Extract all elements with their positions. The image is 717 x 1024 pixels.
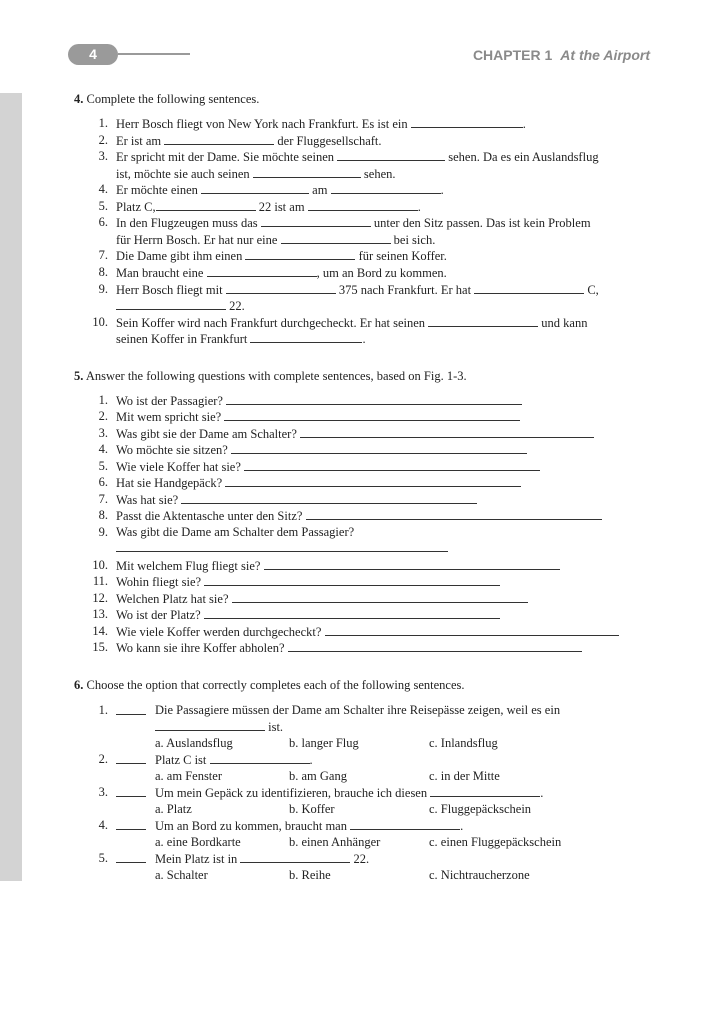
item-number: 12. [92, 591, 108, 605]
answer-blank[interactable] [207, 265, 317, 277]
answer-blank[interactable] [428, 315, 538, 327]
sentence-3-cont [116, 166, 396, 182]
question-text: Was hat sie? [116, 493, 179, 507]
answer-line[interactable] [224, 409, 520, 421]
item-number: 15. [92, 640, 108, 654]
option-c: c. Nichtraucherzone [429, 868, 530, 882]
item-number: 5. [98, 459, 108, 473]
item-number: 1. [98, 703, 108, 717]
sentence-text: seinen Koffer in Frankfurt [116, 332, 248, 346]
sentence-text: . [417, 200, 421, 214]
option-b: b. einen Anhänger [289, 835, 381, 849]
sentence-text: Er ist am [116, 134, 162, 148]
sentence-text: 22 ist am [258, 200, 305, 214]
question-11 [116, 574, 500, 590]
exercise-5-heading [74, 369, 467, 384]
option-b: b. langer Flug [289, 736, 359, 750]
question-1 [116, 393, 522, 409]
sentence-text: der Fluggesellschaft. [277, 134, 382, 148]
question-9-answer [116, 540, 448, 556]
question-4 [116, 442, 527, 458]
item-number: 7. [98, 492, 108, 506]
item-number: 14. [92, 624, 108, 638]
item-number: 2. [98, 752, 108, 766]
item-number: 3. [98, 426, 108, 440]
answer-slot[interactable] [116, 752, 146, 764]
item-number: 8. [98, 508, 108, 522]
item-1-stem: Die Passagiere müssen der Dame am Schalter ihre Reisepässe zeigen, weil es ein [155, 703, 561, 717]
sentence-text: sehen. [363, 167, 396, 181]
answer-slot[interactable] [116, 851, 146, 863]
option-b: b. Koffer [289, 802, 335, 816]
item-1-stem-cont [155, 719, 283, 735]
option-a: a. Schalter [155, 868, 208, 882]
item-number: 11. [92, 574, 108, 588]
exercise-number: 6. [74, 678, 84, 692]
option-c: c. in der Mitte [429, 769, 500, 783]
option-a: a. eine Bordkarte [155, 835, 241, 849]
exercise-number: 4. [74, 92, 84, 106]
item-number: 7. [98, 248, 108, 262]
question-text: Wo kann sie ihre Koffer abholen? [116, 641, 285, 655]
answer-line[interactable] [232, 591, 528, 603]
sentence-text: am [312, 183, 328, 197]
question-text: Wo ist der Platz? [116, 608, 201, 622]
sentence-text: Sein Koffer wird nach Frankfurt durchgecheckt. Er hat seinen [116, 316, 426, 330]
sentence-text: . [440, 183, 444, 197]
question-text: Was gibt die Dame am Schalter dem Passagier? [116, 525, 355, 539]
header-rule [118, 53, 190, 55]
answer-slot[interactable] [116, 818, 146, 830]
item-3-stem [155, 785, 543, 801]
item-number: 6. [98, 215, 108, 229]
exercise-instruction: Choose the option that correctly completes each of the following sentences. [86, 678, 465, 692]
item-number: 9. [98, 525, 108, 539]
page-number: 4 [68, 44, 118, 65]
item-number: 9. [98, 282, 108, 296]
item-number: 5. [98, 851, 108, 865]
question-6 [116, 475, 521, 491]
item-number: 13. [92, 607, 108, 621]
answer-blank[interactable] [250, 331, 362, 343]
sentence-text: für seinen Koffer. [358, 249, 447, 263]
sentence-text: 375 nach Frankfurt. Er hat [338, 283, 472, 297]
sentence-9 [116, 282, 599, 298]
sentence-text: C, [587, 283, 599, 297]
question-text: Mit wem spricht sie? [116, 410, 222, 424]
exercise-6-heading [74, 678, 465, 693]
answer-line[interactable] [306, 508, 602, 520]
item-number: 4. [98, 442, 108, 456]
answer-blank[interactable] [430, 785, 540, 797]
sentence-1 [116, 116, 526, 132]
option-c: c. Inlandsflug [429, 736, 498, 750]
sentence-4 [116, 182, 444, 198]
question-12 [116, 591, 528, 607]
answer-blank[interactable] [281, 232, 391, 244]
sentence-6 [116, 215, 591, 231]
answer-blank[interactable] [156, 199, 256, 211]
item-number: 8. [98, 265, 108, 279]
answer-line[interactable] [116, 540, 448, 552]
option-b: b. Reihe [289, 868, 331, 882]
option-c: c. einen Fluggepäckschein [429, 835, 562, 849]
item-number: 3. [98, 149, 108, 163]
stem-text: Um an Bord zu kommen, braucht man [155, 819, 347, 833]
question-13 [116, 607, 500, 623]
question-14 [116, 624, 619, 640]
stem-text: . [540, 786, 544, 800]
question-text: Mit welchem Flug fliegt sie? [116, 559, 261, 573]
item-number: 2. [98, 409, 108, 423]
sentence-text: Herr Bosch fliegt mit [116, 283, 223, 297]
question-text: Hat sie Handgepäck? [116, 476, 223, 490]
sentence-text: Man braucht eine [116, 266, 204, 280]
option-c: c. Fluggepäckschein [429, 802, 532, 816]
sentence-8 [116, 265, 447, 281]
sentence-text: , um an Bord zu kommen. [316, 266, 447, 280]
answer-blank[interactable] [240, 851, 350, 863]
chapter-label: CHAPTER 1 [472, 47, 553, 63]
answer-blank[interactable] [155, 719, 265, 731]
item-number: 5. [98, 199, 108, 213]
item-number: 3. [98, 785, 108, 799]
sentence-6-cont [116, 232, 435, 248]
stem-text: 22. [353, 852, 370, 866]
stem-text: Platz C ist [155, 753, 207, 767]
question-9 [116, 525, 354, 540]
option-a: a. am Fenster [155, 769, 222, 783]
item-number: 10. [92, 315, 108, 329]
answer-blank[interactable] [245, 248, 355, 260]
sentence-9-cont [116, 298, 245, 314]
sentence-text: und kann [541, 316, 588, 330]
sentence-5 [116, 199, 421, 215]
question-text: Was gibt sie der Dame am Schalter? [116, 427, 297, 441]
item-number: 1. [98, 116, 108, 130]
answer-line[interactable] [204, 574, 500, 586]
answer-blank[interactable] [164, 133, 274, 145]
chapter-heading [473, 47, 650, 63]
sentence-text: Er möchte einen [116, 183, 198, 197]
answer-line[interactable] [204, 607, 500, 619]
item-number: 10. [92, 558, 108, 572]
answer-line[interactable] [325, 624, 619, 636]
sentence-text: für Herrn Bosch. Er hat nur eine [116, 233, 278, 247]
item-4-stem [155, 818, 463, 834]
answer-slot[interactable] [116, 785, 146, 797]
item-number: 4. [98, 182, 108, 196]
answer-line[interactable] [288, 640, 582, 652]
question-8 [116, 508, 602, 524]
answer-line[interactable] [264, 558, 560, 570]
question-10 [116, 558, 560, 574]
sentence-text: sehen. Da es ein Auslandsflug [448, 150, 599, 164]
stem-text: . [460, 819, 464, 833]
item-number: 2. [98, 133, 108, 147]
question-3 [116, 426, 594, 442]
answer-blank[interactable] [201, 182, 309, 194]
question-7 [116, 492, 477, 508]
item-number: 1. [98, 393, 108, 407]
answer-line[interactable] [244, 459, 540, 471]
exercise-number: 5. [74, 369, 84, 383]
question-text: Wo ist der Passagier? [116, 394, 223, 408]
option-a: a. Auslandsflug [155, 736, 233, 750]
answer-blank[interactable] [474, 282, 584, 294]
answer-line[interactable] [300, 426, 594, 438]
item-number: 6. [98, 475, 108, 489]
stem-text: Um mein Gepäck zu identifizieren, brauche ich diesen [155, 786, 428, 800]
answer-line[interactable] [181, 492, 477, 504]
answer-blank[interactable] [337, 149, 445, 161]
chapter-title: At the Airport [560, 47, 650, 63]
answer-blank[interactable] [308, 199, 418, 211]
exercise-instruction: Answer the following questions with complete sentences, based on Fig. 1-3. [85, 369, 467, 383]
item-2-stem [155, 752, 313, 768]
question-text: Wo möchte sie sitzen? [116, 443, 228, 457]
question-2 [116, 409, 520, 425]
margin-bar [0, 93, 22, 881]
sentence-text: . [362, 332, 366, 346]
option-a: a. Platz [155, 802, 192, 816]
item-number: 4. [98, 818, 108, 832]
sentence-text: Er spricht mit der Dame. Sie möchte seinen [116, 150, 334, 164]
sentence-3 [116, 149, 599, 165]
sentence-10-cont [116, 331, 366, 347]
sentence-text: ist, möchte sie auch seinen [116, 167, 250, 181]
stem-text: Mein Platz ist in [155, 852, 238, 866]
answer-slot[interactable] [116, 703, 146, 715]
sentence-text: 22. [229, 299, 245, 313]
option-b: b. am Gang [289, 769, 347, 783]
answer-blank[interactable] [350, 818, 460, 830]
item-5-stem [155, 851, 369, 867]
answer-line[interactable] [225, 475, 521, 487]
exercise-instruction: Complete the following sentences. [86, 92, 260, 106]
sentence-10 [116, 315, 587, 331]
sentence-text: bei sich. [393, 233, 436, 247]
sentence-text: Die Dame gibt ihm einen [116, 249, 243, 263]
answer-blank[interactable] [261, 215, 371, 227]
answer-blank[interactable] [331, 182, 441, 194]
answer-line[interactable] [231, 442, 527, 454]
sentence-text: Herr Bosch fliegt von New York nach Frankfurt. Es ist ein [116, 117, 408, 131]
answer-blank[interactable] [116, 298, 226, 310]
sentence-7 [116, 248, 447, 264]
stem-text: ist. [268, 720, 284, 734]
answer-line[interactable] [226, 393, 522, 405]
question-5 [116, 459, 540, 475]
sentence-text: . [522, 117, 526, 131]
sentence-2 [116, 133, 382, 149]
question-text: Wohin fliegt sie? [116, 575, 202, 589]
question-text: Passt die Aktentasche unter den Sitz? [116, 509, 303, 523]
question-text: Welchen Platz hat sie? [116, 592, 229, 606]
sentence-text: unter den Sitz passen. Das ist kein Problem [373, 216, 591, 230]
exercise-4-heading [74, 92, 259, 107]
question-15 [116, 640, 582, 656]
question-text: Wie viele Koffer werden durchgecheckt? [116, 625, 322, 639]
answer-blank[interactable] [226, 282, 336, 294]
sentence-text: Platz C, [116, 200, 156, 214]
answer-blank[interactable] [210, 752, 310, 764]
stem-text: . [309, 753, 313, 767]
answer-blank[interactable] [411, 116, 523, 128]
question-text: Wie viele Koffer hat sie? [116, 460, 241, 474]
sentence-text: In den Flugzeugen muss das [116, 216, 258, 230]
answer-blank[interactable] [253, 166, 361, 178]
